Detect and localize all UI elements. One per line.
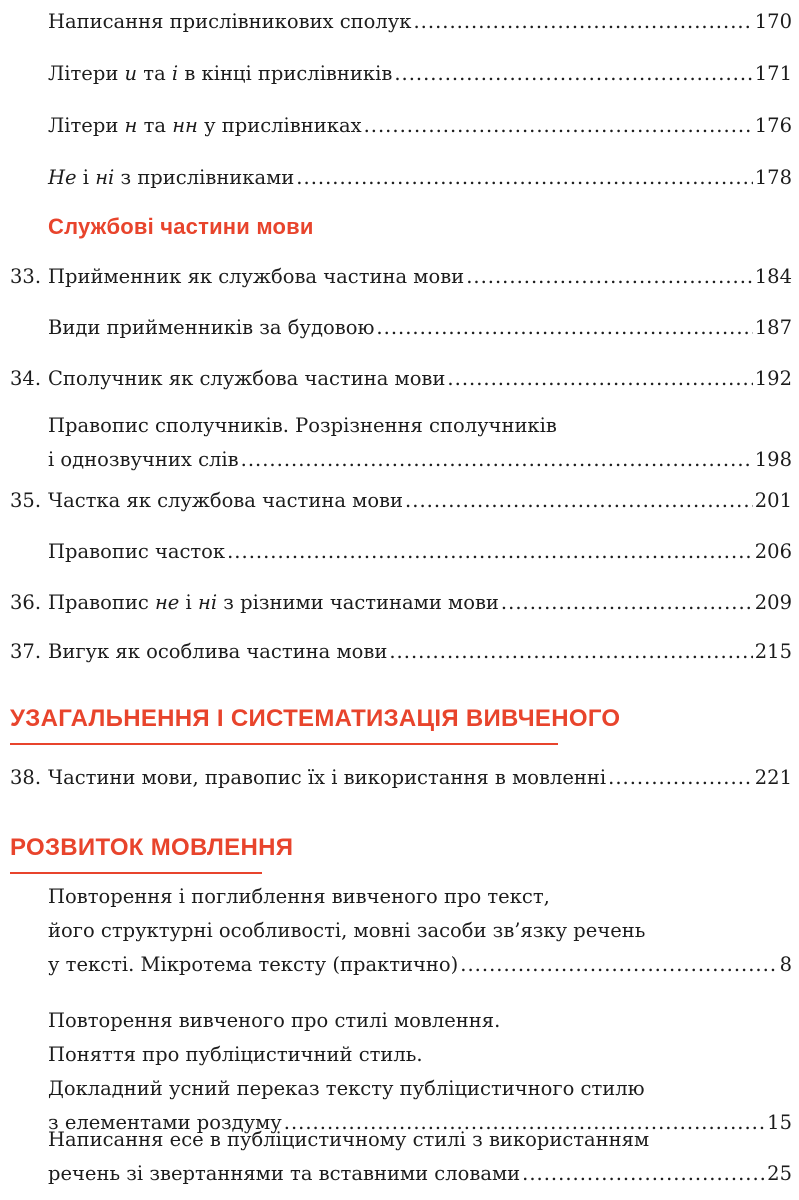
- entry-page-number: 25: [767, 1162, 792, 1185]
- entry-title-line: з елементами роздуму: [48, 1111, 282, 1134]
- entry-number: 38.: [10, 766, 42, 789]
- dot-leader: [466, 260, 753, 294]
- dot-leader: [296, 161, 752, 195]
- entry-page-number: 171: [754, 62, 792, 85]
- entry-title: Написання прислівникових сполук: [48, 10, 412, 33]
- entry-page-number: 187: [754, 316, 792, 339]
- entry-page-number: 8: [779, 953, 792, 976]
- entry-title: Не і ні з прислівниками: [48, 166, 295, 189]
- dot-leader: [522, 1157, 765, 1191]
- toc-entry[interactable]: [10, 880, 792, 982]
- entry-page-number: 184: [754, 265, 792, 288]
- entry-title: Вигук як особлива частина мови: [48, 640, 388, 663]
- toc-entry[interactable]: [10, 409, 792, 477]
- entry-title: Види прийменників за будовою: [48, 316, 375, 339]
- subheading-service-parts: Службові частини мови: [48, 214, 314, 239]
- entry-title: Прийменник як службова частина мови: [48, 265, 465, 288]
- entry-number: 33.: [10, 265, 42, 288]
- entry-page-number: 192: [754, 367, 792, 390]
- entry-title-line: у тексті. Мікротема тексту (практично): [48, 953, 459, 976]
- entry-title-line: Написання есе в публіцистичному стилі з використанням: [48, 1128, 650, 1151]
- dot-leader: [389, 635, 752, 669]
- dot-leader: [376, 311, 752, 345]
- dot-leader: [227, 535, 753, 569]
- entry-page-number: 221: [754, 766, 792, 789]
- toc-entry[interactable]: [10, 5, 792, 39]
- toc-entry[interactable]: [10, 311, 792, 345]
- dot-leader: [241, 443, 753, 477]
- toc-entry[interactable]: [10, 362, 792, 396]
- entry-title-line: речень зі звертаннями та вставними словами: [48, 1162, 521, 1185]
- entry-title-line: і однозвучних слів: [48, 448, 239, 471]
- entry-title-line: Докладний усний переказ тексту публіцистичного стилю: [48, 1077, 645, 1100]
- entry-title-line: Поняття про публіцистичний стиль.: [48, 1043, 423, 1066]
- entry-title-line: його структурні особливості, мовні засоби зв’язку речень: [48, 919, 646, 942]
- entry-title: Частка як службова частина мови: [48, 489, 404, 512]
- entry-page-number: 209: [754, 591, 792, 614]
- toc-entry[interactable]: [10, 484, 792, 518]
- toc-entry[interactable]: [10, 761, 792, 795]
- entry-title-line: Повторення і поглиблення вивченого про текст,: [48, 885, 550, 908]
- entry-title: Частини мови, правопис їх і використання в мовленні: [48, 766, 607, 789]
- entry-number: 37.: [10, 640, 42, 663]
- dot-leader: [608, 761, 753, 795]
- toc-entry[interactable]: [10, 57, 792, 91]
- entry-number: 36.: [10, 591, 42, 614]
- dot-leader: [460, 948, 777, 982]
- entry-title: Сполучник як службова частина мови: [48, 367, 446, 390]
- dot-leader: [394, 57, 752, 91]
- entry-title-line: Повторення вивченого про стилі мовлення.: [48, 1009, 501, 1032]
- heading-underline: [10, 872, 262, 874]
- entry-page-number: 201: [754, 489, 792, 512]
- entry-page-number: 15: [767, 1111, 792, 1134]
- toc-entry[interactable]: [10, 1004, 792, 1140]
- section-heading-speech-development: РОЗВИТОК МОВЛЕННЯ: [10, 834, 294, 861]
- dot-leader: [364, 109, 753, 143]
- dot-leader: [447, 362, 752, 396]
- toc-entry[interactable]: [10, 586, 792, 620]
- entry-title: Літери и та і в кінці прислівників: [48, 62, 393, 85]
- entry-page-number: 198: [754, 448, 792, 471]
- entry-number: 35.: [10, 489, 42, 512]
- entry-title-line: Правопис сполучників. Розрізнення сполучників: [48, 414, 557, 437]
- dot-leader: [405, 484, 753, 518]
- entry-page-number: 176: [754, 114, 792, 137]
- toc-entry[interactable]: [10, 1123, 792, 1191]
- dot-leader: [413, 5, 752, 39]
- entry-title: Правопис не і ні з різними частинами мови: [48, 591, 499, 614]
- section-heading-generalization: УЗАГАЛЬНЕННЯ І СИСТЕМАТИЗАЦІЯ ВИВЧЕНОГО: [10, 705, 621, 732]
- entry-page-number: 215: [754, 640, 792, 663]
- toc-entry[interactable]: [10, 535, 792, 569]
- entry-page-number: 178: [754, 166, 792, 189]
- toc-entry[interactable]: [10, 161, 792, 195]
- dot-leader: [501, 586, 753, 620]
- entry-number: 34.: [10, 367, 42, 390]
- entry-title: Літери н та нн у прислівниках: [48, 114, 362, 137]
- entry-title: Правопис часток: [48, 540, 226, 563]
- toc-entry[interactable]: [10, 635, 792, 669]
- toc-entry[interactable]: [10, 260, 792, 294]
- toc-entry[interactable]: [10, 109, 792, 143]
- entry-page-number: 206: [754, 540, 792, 563]
- heading-underline: [10, 743, 558, 745]
- entry-page-number: 170: [754, 10, 792, 33]
